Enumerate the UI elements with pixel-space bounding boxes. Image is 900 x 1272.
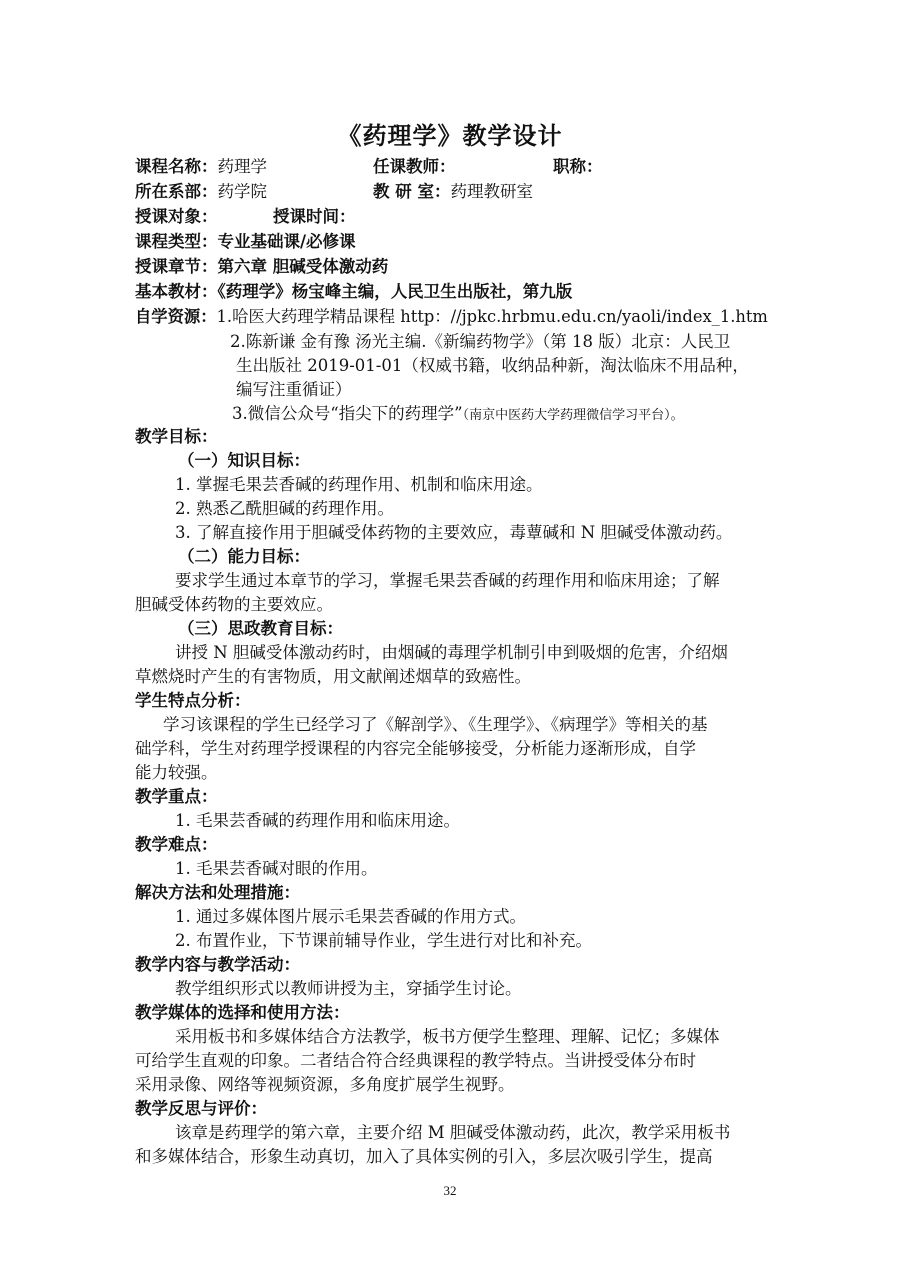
- knowledge-item-3: 3. 了解直接作用于胆碱受体药物的主要效应，毒蕈碱和 N 胆碱受体激动药。: [175, 523, 733, 542]
- resource-1: 1.哈医大药理学精品课程 http：//jpkc.hrbmu.edu.cn/yaoli/index_1.htm: [216, 307, 768, 326]
- resource-3-note: （南京中医药大学药理微信学习平台）。: [462, 408, 684, 423]
- time-label: 授课时间：: [273, 207, 356, 226]
- content-heading: 教学内容与教学活动：: [135, 955, 300, 974]
- ideology-line-1: 讲授 N 胆碱受体激动药时，由烟碱的毒理学机制引申到吸烟的危害，介绍烟: [175, 643, 728, 662]
- content-line-1: 教学组织形式以教师讲授为主，穿插学生讨论。: [175, 979, 522, 998]
- students-line-2: 础学科，学生对药理学授课程的内容完全能够接受，分析能力逐渐形成，自学: [135, 739, 696, 758]
- resource-3-main: 3.微信公众号“指尖下的药理学”: [232, 404, 463, 423]
- students-line-1: 学习该课程的学生已经学习了《解剖学》、《生理学》、《病理学》等相关的基: [163, 715, 708, 734]
- focus-heading: 教学重点：: [135, 787, 218, 806]
- target-label: 授课对象：: [135, 207, 218, 226]
- reflection-line-2: 和多媒体结合，形象生动真切，加入了具体实例的引入，多层次吸引学生，提高: [135, 1147, 713, 1166]
- resource-3: [232, 403, 684, 427]
- textbook-label: 基本教材：: [135, 282, 218, 301]
- textbook-row: [135, 281, 572, 303]
- textbook-value: 《药理学》杨宝峰主编，人民卫生出版社，第九版: [217, 282, 573, 301]
- type-label: 课程类型：: [135, 232, 218, 251]
- focus-item-1: 1. 毛果芸香碱的药理作用和临床用途。: [175, 811, 460, 830]
- ability-heading: （二）能力目标：: [178, 547, 310, 566]
- resources-label: 自学资源：: [135, 307, 217, 326]
- type-value: 专业基础课/必修课: [217, 232, 356, 251]
- knowledge-item-2: 2. 熟悉乙酰胆碱的药理作用。: [175, 499, 394, 518]
- difficulty-heading: 教学难点：: [135, 835, 218, 854]
- knowledge-heading: （一）知识目标：: [178, 451, 310, 470]
- reflection-line-1: 该章是药理学的第六章，主要介绍 M 胆碱受体激动药，此次，教学采用板书: [175, 1123, 731, 1142]
- document-title: 《药理学》教学设计: [337, 122, 563, 150]
- resource-2-line2: 生出版社 2019-01-01（权威书籍，收纳品种新，淘汰临床不用品种，: [236, 356, 749, 375]
- page-number: 32: [443, 1183, 457, 1198]
- course-row: [135, 156, 267, 178]
- solutions-heading: 解决方法和处理措施：: [135, 883, 300, 902]
- type-row: [135, 231, 356, 253]
- media-heading: 教学媒体的选择和使用方法：: [135, 1003, 350, 1022]
- resource-2-line3: 编写注重循证）: [236, 380, 352, 399]
- chapter-label: 授课章节：: [135, 257, 218, 276]
- course-label: 课程名称：: [135, 157, 218, 176]
- media-line-1: 采用板书和多媒体结合方法教学，板书方便学生整理、理解、记忆；多媒体: [175, 1027, 720, 1046]
- dept-value: 药学院: [217, 182, 267, 201]
- resources-row: [135, 306, 768, 328]
- office-row: [373, 181, 533, 203]
- office-label: 教 研 室：: [373, 182, 451, 201]
- resource-2-line1: 2.陈新谦 金有豫 汤光主编.《新编药物学》（第 18 版）北京：人民卫: [230, 332, 731, 351]
- objectives-heading: 教学目标：: [135, 427, 218, 446]
- rank-label: 职称：: [553, 157, 603, 176]
- knowledge-item-1: 1. 掌握毛果芸香碱的药理作用、机制和临床用途。: [175, 475, 543, 494]
- students-heading: 学生特点分析：: [135, 691, 251, 710]
- ability-line-2: 胆碱受体药物的主要效应。: [135, 595, 333, 614]
- solutions-item-2: 2. 布置作业，下节课前辅导作业，学生进行对比和补充。: [175, 931, 592, 950]
- teacher-label: 任课教师：: [373, 157, 456, 176]
- reflection-heading: 教学反思与评价：: [135, 1099, 267, 1118]
- ability-line-1: 要求学生通过本章节的学习，掌握毛果芸香碱的药理作用和临床用途；了解: [175, 571, 720, 590]
- course-value: 药理学: [217, 157, 267, 176]
- difficulty-item-1: 1. 毛果芸香碱对眼的作用。: [175, 859, 378, 878]
- chapter-row: [135, 256, 388, 278]
- solutions-item-1: 1. 通过多媒体图片展示毛果芸香碱的作用方式。: [175, 907, 526, 926]
- ideology-heading: （三）思政教育目标：: [178, 619, 343, 638]
- chapter-value: 第六章 胆碱受体激动药: [217, 257, 389, 276]
- students-line-3: 能力较强。: [135, 763, 218, 782]
- media-line-3: 采用录像、网络等视频资源，多角度扩展学生视野。: [135, 1075, 515, 1094]
- dept-label: 所在系部：: [135, 182, 218, 201]
- office-value: 药理教研室: [450, 182, 533, 201]
- dept-row: [135, 181, 267, 203]
- ideology-line-2: 草燃烧时产生的有害物质，用文献阐述烟草的致癌性。: [135, 667, 531, 686]
- media-line-2: 可给学生直观的印象。二者结合符合经典课程的教学特点。当讲授受体分布时: [135, 1051, 696, 1070]
